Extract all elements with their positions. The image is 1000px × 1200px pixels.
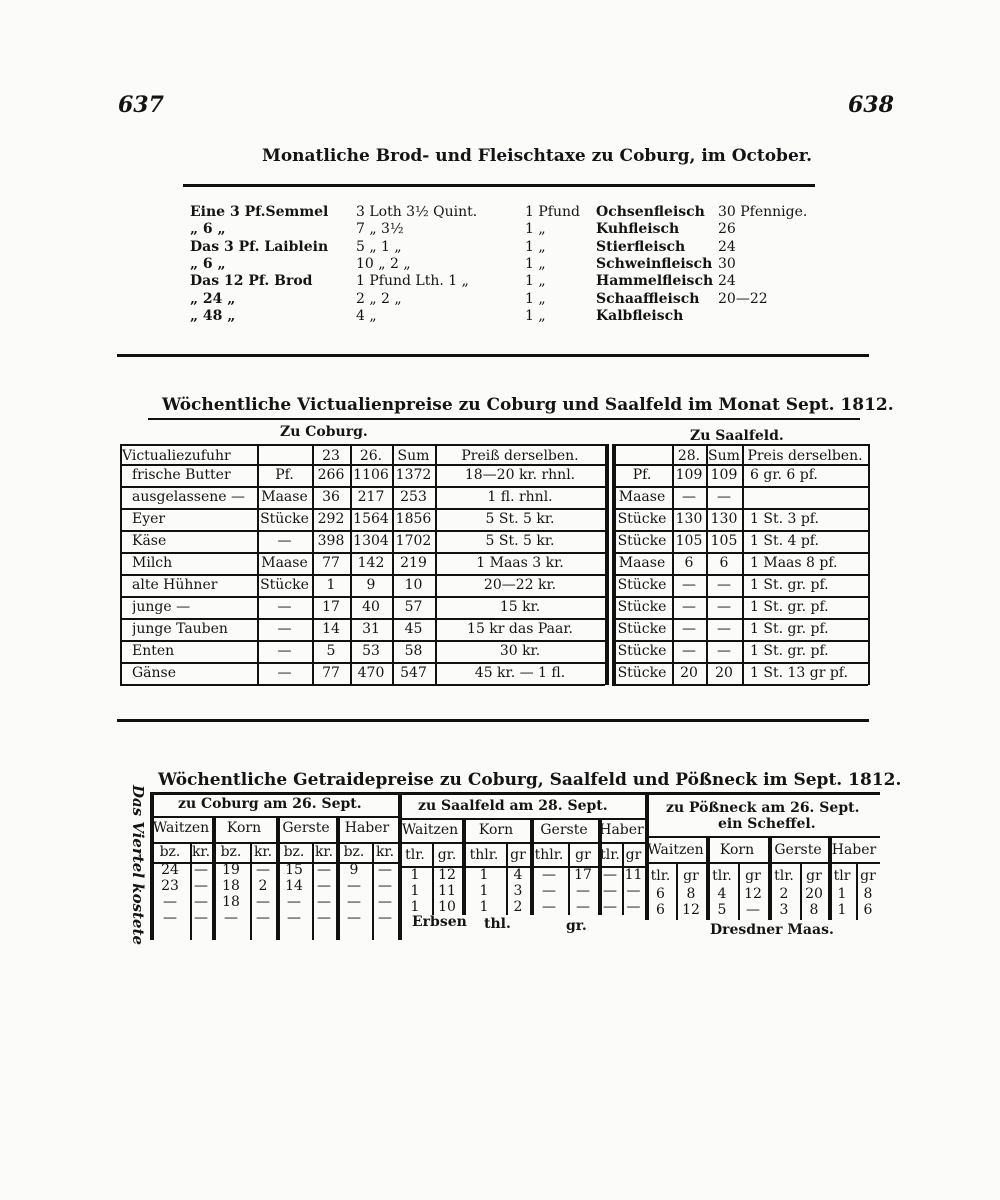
coburg-value: — bbox=[163, 910, 177, 926]
meat-price: 26 bbox=[718, 221, 736, 238]
victual-count-23: 36 bbox=[322, 489, 340, 505]
page-number-left: 637 bbox=[118, 92, 164, 118]
bread-item: Das 12 Pf. Brod bbox=[190, 273, 313, 290]
row-rule bbox=[120, 684, 605, 686]
coburg-value: — bbox=[194, 910, 208, 926]
poessneck-unit: gr bbox=[860, 868, 876, 884]
coburg-value: 19 bbox=[222, 862, 240, 878]
saalfeld-unit: Stücke bbox=[617, 577, 667, 593]
saalfeld-unit: Stücke bbox=[617, 599, 667, 615]
coburg-value: — bbox=[224, 910, 238, 926]
page-number-right: 638 bbox=[848, 92, 894, 118]
saalfeld-heading: Zu Saalfeld. bbox=[690, 428, 784, 444]
saalfeld-sum: 109 bbox=[710, 467, 738, 483]
saalfeld-count-28: 105 bbox=[675, 533, 703, 549]
saalfeld-value: — bbox=[542, 883, 556, 899]
header-sum-saalfeld: Sum bbox=[708, 448, 740, 464]
victual-count-23: 77 bbox=[322, 665, 340, 681]
coburg-value: — bbox=[347, 878, 361, 894]
poessneck-value: 1 bbox=[837, 902, 847, 918]
victual-sum: 45 bbox=[404, 621, 423, 637]
victual-price: 1 Maas 3 kr. bbox=[476, 555, 564, 571]
poessneck-unit: gr bbox=[806, 868, 822, 884]
victual-count-23: 398 bbox=[317, 533, 345, 549]
victuals-title: Wöchentliche Victualienpreise zu Coburg und Saalfeld im Monat Sept. 1812. bbox=[162, 395, 894, 415]
coburg-unit: bz. bbox=[220, 844, 242, 860]
saalfeld-value: 17 bbox=[574, 867, 592, 883]
poessneck-grain-heading: zu Pößneck am 26. Sept. bbox=[666, 800, 860, 816]
meat-price: 20—22 bbox=[718, 290, 768, 307]
meat-kind: Stierfleisch bbox=[596, 238, 686, 255]
saalfeld-value: — bbox=[603, 899, 617, 915]
saalfeld-value: 1 bbox=[479, 899, 489, 915]
meat-price: 30 bbox=[718, 255, 736, 272]
coburg-grain-0: Waitzen bbox=[152, 820, 210, 836]
saalfeld-value: 2 bbox=[513, 899, 523, 915]
meat-kind: Ochsenfleisch bbox=[596, 204, 705, 220]
victual-item: Eyer bbox=[132, 511, 166, 527]
saalfeld-sum: 105 bbox=[710, 533, 738, 549]
victual-item: ausgelassene — bbox=[132, 489, 246, 505]
victual-sum: 10 bbox=[404, 577, 423, 593]
bread-weight: 4 „ bbox=[356, 307, 377, 324]
coburg-column-rule bbox=[120, 444, 122, 685]
saalfeld-count-28: 20 bbox=[680, 665, 698, 681]
poessneck-grain-0: Waitzen bbox=[647, 842, 704, 858]
saalfeld-price: 1 Maas 8 pf. bbox=[750, 555, 838, 571]
saalfeld-value: — bbox=[603, 867, 617, 883]
victual-item: alte Hühner bbox=[132, 577, 218, 593]
meat-kind: Kalbfleisch bbox=[596, 307, 684, 324]
poessneck-value: 5 bbox=[717, 902, 727, 918]
header-price-saalfeld: Preis derselben. bbox=[747, 448, 863, 464]
coburg-value: 24 bbox=[161, 862, 179, 878]
row-rule bbox=[612, 684, 868, 686]
victual-count-23: 77 bbox=[322, 555, 340, 571]
poessneck-value: 4 bbox=[717, 886, 727, 902]
section3-top-rule bbox=[117, 719, 869, 722]
coburg-value: — bbox=[256, 862, 270, 878]
poessneck-value: 8 bbox=[863, 886, 873, 902]
saalfeld-unit: gr bbox=[575, 847, 591, 863]
coburg-grain-3: Haber bbox=[344, 820, 390, 836]
poessneck-unit: gr bbox=[745, 868, 761, 884]
saalfeld-grain-3: Haber bbox=[599, 822, 644, 838]
bread-item: „ 24 „ bbox=[190, 290, 236, 307]
poessneck-unit: tlr. bbox=[712, 868, 732, 884]
meat-price: 30 Pfennige. bbox=[718, 204, 808, 220]
coburg-value: 9 bbox=[349, 862, 359, 878]
coburg-value: — bbox=[194, 878, 208, 894]
coburg-unit: bz. bbox=[343, 844, 365, 860]
saalfeld-price: 6 gr. 6 pf. bbox=[750, 467, 818, 483]
saalfeld-price: 1 St. 3 pf. bbox=[750, 511, 819, 527]
coburg-unit: kr. bbox=[314, 844, 334, 860]
meat-kind: Schaaffleisch bbox=[596, 290, 700, 307]
victual-price: 1 fl. rhnl. bbox=[487, 489, 553, 505]
poessneck-value: 20 bbox=[805, 886, 823, 902]
poessneck-grain-1: Korn bbox=[719, 842, 755, 858]
coburg-value: 15 bbox=[285, 862, 303, 878]
victual-price: 15 kr. bbox=[499, 599, 541, 615]
bread-item: „ 48 „ bbox=[190, 307, 236, 324]
coburg-grain-heading: zu Coburg am 26. Sept. bbox=[178, 796, 362, 812]
coburg-value: — bbox=[317, 878, 331, 894]
saalfeld-sum: — bbox=[717, 489, 731, 505]
saalfeld-price: 1 St. 13 gr pf. bbox=[750, 665, 848, 681]
coburg-value: 14 bbox=[285, 878, 303, 894]
saalfeld-value: 1 bbox=[410, 867, 420, 883]
victual-price: 15 kr das Paar. bbox=[467, 621, 573, 637]
saalfeld-value: 3 bbox=[513, 883, 523, 899]
saalfeld-value: 12 bbox=[438, 867, 456, 883]
saalfeld-unit: Pf. bbox=[632, 467, 652, 483]
saalfeld-price: 1 St. 4 pf. bbox=[750, 533, 819, 549]
saalfeld-count-28: — bbox=[682, 643, 696, 659]
grain-top-rule bbox=[150, 792, 880, 795]
poessneck-value: — bbox=[746, 902, 760, 918]
saalfeld-sum: — bbox=[717, 599, 731, 615]
saalfeld-unit: Maase bbox=[618, 555, 666, 571]
victual-sum: 1856 bbox=[395, 511, 432, 527]
saalfeld-count-28: — bbox=[682, 489, 696, 505]
saalfeld-sum: 130 bbox=[710, 511, 738, 527]
victual-sum: 57 bbox=[404, 599, 423, 615]
victual-count-26: 9 bbox=[366, 577, 376, 593]
header-item: Victualiezufuhr bbox=[122, 448, 231, 464]
victual-item: Enten bbox=[132, 643, 175, 659]
saalfeld-unit: tlr. bbox=[405, 847, 425, 863]
victual-count-23: 266 bbox=[317, 467, 345, 483]
saalfeld-grain-0: Waitzen bbox=[401, 822, 459, 838]
coburg-value: — bbox=[287, 894, 301, 910]
victual-count-23: 14 bbox=[322, 621, 340, 637]
coburg-column-rule bbox=[605, 444, 609, 685]
bread-item: „ 6 „ bbox=[190, 221, 226, 238]
victual-item: frische Butter bbox=[132, 467, 231, 483]
saalfeld-count-28: 130 bbox=[675, 511, 703, 527]
coburg-heading: Zu Coburg. bbox=[280, 424, 368, 440]
saalfeld-unit: gr bbox=[625, 847, 642, 863]
saalfeld-count-28: — bbox=[682, 577, 696, 593]
saalfeld-price: 1 St. gr. pf. bbox=[750, 621, 829, 637]
coburg-value: — bbox=[347, 910, 361, 926]
coburg-value: — bbox=[194, 894, 208, 910]
meat-price: 24 bbox=[718, 273, 736, 290]
saalfeld-grain-heading: zu Saalfeld am 28. Sept. bbox=[418, 798, 608, 814]
victual-count-26: 31 bbox=[362, 621, 380, 637]
poessneck-grain-3: Haber bbox=[831, 842, 877, 858]
victual-count-26: 1304 bbox=[353, 533, 389, 549]
saalfeld-value: — bbox=[626, 899, 641, 915]
saalfeld-sum: — bbox=[717, 621, 731, 637]
victual-count-26: 1106 bbox=[353, 467, 389, 483]
coburg-value: — bbox=[317, 910, 331, 926]
erbsen-groschen-unit: gr. bbox=[566, 918, 587, 934]
saalfeld-value: 4 bbox=[513, 867, 523, 883]
erbsen-label: Erbsen bbox=[412, 914, 467, 930]
victual-count-26: 1564 bbox=[353, 511, 389, 527]
saalfeld-count-28: 6 bbox=[684, 555, 694, 571]
bread-weight: 10 „ 2 „ bbox=[356, 255, 411, 272]
coburg-value: — bbox=[378, 878, 392, 894]
poessneck-value: 12 bbox=[682, 902, 700, 918]
victual-price: 30 kr. bbox=[499, 643, 541, 659]
saalfeld-sum: — bbox=[717, 577, 731, 593]
header-date-23: 23 bbox=[322, 448, 340, 464]
saalfeld-value: 10 bbox=[438, 899, 456, 915]
quarter-cost-label: Das Viertel kostete bbox=[129, 784, 147, 946]
saalfeld-value: — bbox=[576, 883, 590, 899]
header-price: Preiß derselben. bbox=[461, 448, 579, 464]
bread-weight: 3 Loth 3½ Quint. bbox=[356, 204, 478, 220]
saalfeld-value: — bbox=[603, 883, 617, 899]
victual-count-23: 292 bbox=[317, 511, 345, 527]
saalfeld-value: — bbox=[576, 899, 590, 915]
meat-quantity: 1 „ bbox=[525, 255, 546, 272]
bread-weight: 5 „ 1 „ bbox=[356, 238, 402, 255]
victual-item: junge — bbox=[132, 599, 191, 615]
poessneck-value: 6 bbox=[656, 902, 665, 918]
victual-unit: Pf. bbox=[275, 467, 294, 483]
coburg-value: — bbox=[378, 862, 392, 878]
victual-count-26: 470 bbox=[357, 665, 385, 681]
victual-unit: Stücke bbox=[260, 577, 309, 593]
victual-sum: 219 bbox=[400, 555, 427, 571]
poessneck-value: 6 bbox=[863, 902, 873, 918]
victual-item: junge Tauben bbox=[132, 621, 228, 637]
coburg-unit: kr. bbox=[375, 844, 395, 860]
victual-price: 18—20 kr. rhnl. bbox=[464, 467, 576, 483]
meat-quantity: 1 „ bbox=[525, 238, 546, 255]
grain-title: Wöchentliche Getraidepreise zu Coburg, Saalfeld und Pößneck im Sept. 1812. bbox=[158, 770, 902, 790]
saalfeld-sum: — bbox=[717, 643, 731, 659]
row-rule bbox=[398, 842, 645, 844]
victual-unit: — bbox=[277, 599, 292, 615]
victual-sum: 1372 bbox=[395, 467, 432, 483]
victual-price: 20—22 kr. bbox=[483, 577, 557, 593]
victual-count-23: 17 bbox=[322, 599, 340, 615]
saalfeld-unit: gr. bbox=[437, 847, 457, 863]
saalfeld-value: — bbox=[542, 899, 556, 915]
victual-sum: 1702 bbox=[395, 533, 432, 549]
meat-quantity: 1 „ bbox=[525, 273, 546, 290]
coburg-value: — bbox=[163, 894, 177, 910]
coburg-value: — bbox=[287, 910, 301, 926]
saalfeld-value: 1 bbox=[410, 899, 420, 915]
row-rule bbox=[645, 836, 880, 838]
victual-unit: Maase bbox=[261, 489, 308, 505]
saalfeld-count-28: — bbox=[682, 621, 696, 637]
poessneck-value: 8 bbox=[809, 902, 819, 918]
meat-price: 24 bbox=[718, 238, 736, 255]
meat-quantity: 1 Pfund bbox=[525, 204, 580, 220]
meat-kind: Kuhfleisch bbox=[596, 221, 680, 238]
saalfeld-unit: Maase bbox=[618, 489, 666, 505]
victual-unit: Stücke bbox=[260, 511, 309, 527]
victual-count-26: 53 bbox=[362, 643, 380, 659]
victual-sum: 253 bbox=[400, 489, 427, 505]
saalfeld-value: 11 bbox=[438, 883, 456, 899]
bread-item: „ 6 „ bbox=[190, 255, 226, 272]
saalfeld-value: 11 bbox=[624, 867, 643, 883]
saalfeld-unit: Stücke bbox=[617, 643, 667, 659]
saalfeld-sum: 20 bbox=[715, 665, 733, 681]
victual-count-23: 1 bbox=[326, 577, 336, 593]
coburg-unit: kr. bbox=[191, 844, 211, 860]
meat-quantity: 1 „ bbox=[525, 221, 546, 238]
poessneck-value: 12 bbox=[744, 886, 762, 902]
header-sum: Sum bbox=[397, 448, 430, 464]
coburg-value: — bbox=[347, 894, 361, 910]
saalfeld-price: 1 St. gr. pf. bbox=[750, 577, 829, 593]
saalfeld-unit: thlr. bbox=[469, 847, 499, 863]
victual-price: 5 St. 5 kr. bbox=[485, 533, 555, 549]
coburg-value: — bbox=[378, 894, 392, 910]
saalfeld-unit: Stücke bbox=[617, 621, 667, 637]
coburg-value: — bbox=[256, 910, 270, 926]
bread-item: Das 3 Pf. Laiblein bbox=[190, 238, 329, 255]
victual-item: Gänse bbox=[132, 665, 177, 681]
victual-price: 5 St. 5 kr. bbox=[485, 511, 555, 527]
bread-meat-title: Monatliche Brod- und Fleischtaxe zu Coburg, im October. bbox=[262, 146, 813, 166]
coburg-grain-2: Gerste bbox=[282, 820, 330, 836]
saalfeld-unit: tlr. bbox=[600, 847, 620, 863]
coburg-value: 18 bbox=[222, 878, 240, 894]
saalfeld-unit: Stücke bbox=[617, 511, 667, 527]
saalfeld-unit: Stücke bbox=[617, 665, 667, 681]
poessneck-grain-subheading: ein Scheffel. bbox=[718, 816, 816, 832]
poessneck-value: 2 bbox=[779, 886, 789, 902]
saalfeld-value: 1 bbox=[479, 867, 489, 883]
victual-item: Käse bbox=[132, 533, 167, 549]
saalfeld-value: — bbox=[626, 883, 641, 899]
coburg-value: — bbox=[256, 894, 270, 910]
victual-sum: 547 bbox=[400, 665, 427, 681]
header-date-26: 26. bbox=[359, 448, 383, 464]
victual-item: Milch bbox=[132, 555, 173, 571]
victual-unit: Maase bbox=[261, 555, 308, 571]
saalfeld-sum: 6 bbox=[719, 555, 729, 571]
saalfeld-price: 1 St. gr. pf. bbox=[750, 643, 829, 659]
saalfeld-unit: gr bbox=[510, 847, 526, 863]
saalfeld-column-rule bbox=[742, 444, 744, 685]
victual-count-23: 5 bbox=[326, 643, 336, 659]
section2-top-rule bbox=[117, 354, 869, 357]
meat-quantity: 1 „ bbox=[525, 290, 546, 307]
meat-quantity: 1 „ bbox=[525, 307, 546, 324]
victual-count-26: 40 bbox=[362, 599, 380, 615]
victual-count-26: 142 bbox=[357, 555, 385, 571]
coburg-unit: bz. bbox=[283, 844, 305, 860]
poessneck-unit: gr bbox=[683, 868, 699, 884]
poessneck-unit: tlr. bbox=[650, 868, 671, 884]
saalfeld-value: — bbox=[542, 867, 556, 883]
saalfeld-value: 1 bbox=[410, 883, 420, 899]
section1-rule bbox=[183, 184, 815, 187]
bread-weight: 7 „ 3½ bbox=[356, 221, 404, 238]
saalfeld-value: 1 bbox=[479, 883, 489, 899]
coburg-unit: kr. bbox=[253, 844, 273, 860]
coburg-value: 2 bbox=[258, 878, 268, 894]
victual-unit: — bbox=[277, 621, 292, 637]
victuals-title-rule bbox=[148, 418, 860, 420]
victual-sum: 58 bbox=[404, 643, 423, 659]
saalfeld-grain-1: Korn bbox=[478, 822, 514, 838]
poessneck-value: 3 bbox=[779, 902, 789, 918]
poessneck-grain-2: Gerste bbox=[774, 842, 822, 858]
poessneck-value: 8 bbox=[686, 886, 696, 902]
bread-weight: 1 Pfund Lth. 1 „ bbox=[356, 273, 469, 290]
coburg-value: — bbox=[378, 910, 392, 926]
erbsen-thaler-unit: thl. bbox=[484, 916, 511, 932]
dresden-measure-note: Dresdner Maas. bbox=[710, 922, 834, 938]
victual-price: 45 kr. — 1 fl. bbox=[474, 665, 566, 681]
coburg-unit: bz. bbox=[159, 844, 181, 860]
victual-unit: — bbox=[277, 665, 292, 681]
saalfeld-count-28: — bbox=[682, 599, 696, 615]
meat-kind: Schweinfleisch bbox=[596, 255, 713, 272]
victual-unit: — bbox=[277, 533, 292, 549]
poessneck-unit: tlr. bbox=[774, 868, 794, 884]
coburg-value: — bbox=[317, 894, 331, 910]
poessneck-value: 6 bbox=[656, 886, 665, 902]
coburg-value: — bbox=[194, 862, 208, 878]
poessneck-unit: tlr bbox=[833, 868, 851, 884]
saalfeld-unit: thlr. bbox=[534, 847, 564, 863]
coburg-value: 23 bbox=[161, 878, 179, 894]
saalfeld-column-rule bbox=[868, 444, 870, 685]
bread-item: Eine 3 Pf.Semmel bbox=[190, 204, 329, 220]
row-rule bbox=[645, 862, 880, 864]
victual-count-26: 217 bbox=[357, 489, 385, 505]
saalfeld-count-28: 109 bbox=[675, 467, 703, 483]
coburg-value: 18 bbox=[222, 894, 240, 910]
victual-unit: — bbox=[277, 643, 292, 659]
meat-kind: Hammelfleisch bbox=[596, 273, 714, 290]
saalfeld-grain-2: Gerste bbox=[540, 822, 588, 838]
saalfeld-price: 1 St. gr. pf. bbox=[750, 599, 829, 615]
header-date-28: 28. bbox=[677, 448, 701, 464]
saalfeld-unit: Stücke bbox=[617, 533, 667, 549]
bread-weight: 2 „ 2 „ bbox=[356, 290, 402, 307]
coburg-grain-1: Korn bbox=[226, 820, 262, 836]
poessneck-value: 1 bbox=[837, 886, 847, 902]
coburg-value: — bbox=[317, 862, 331, 878]
